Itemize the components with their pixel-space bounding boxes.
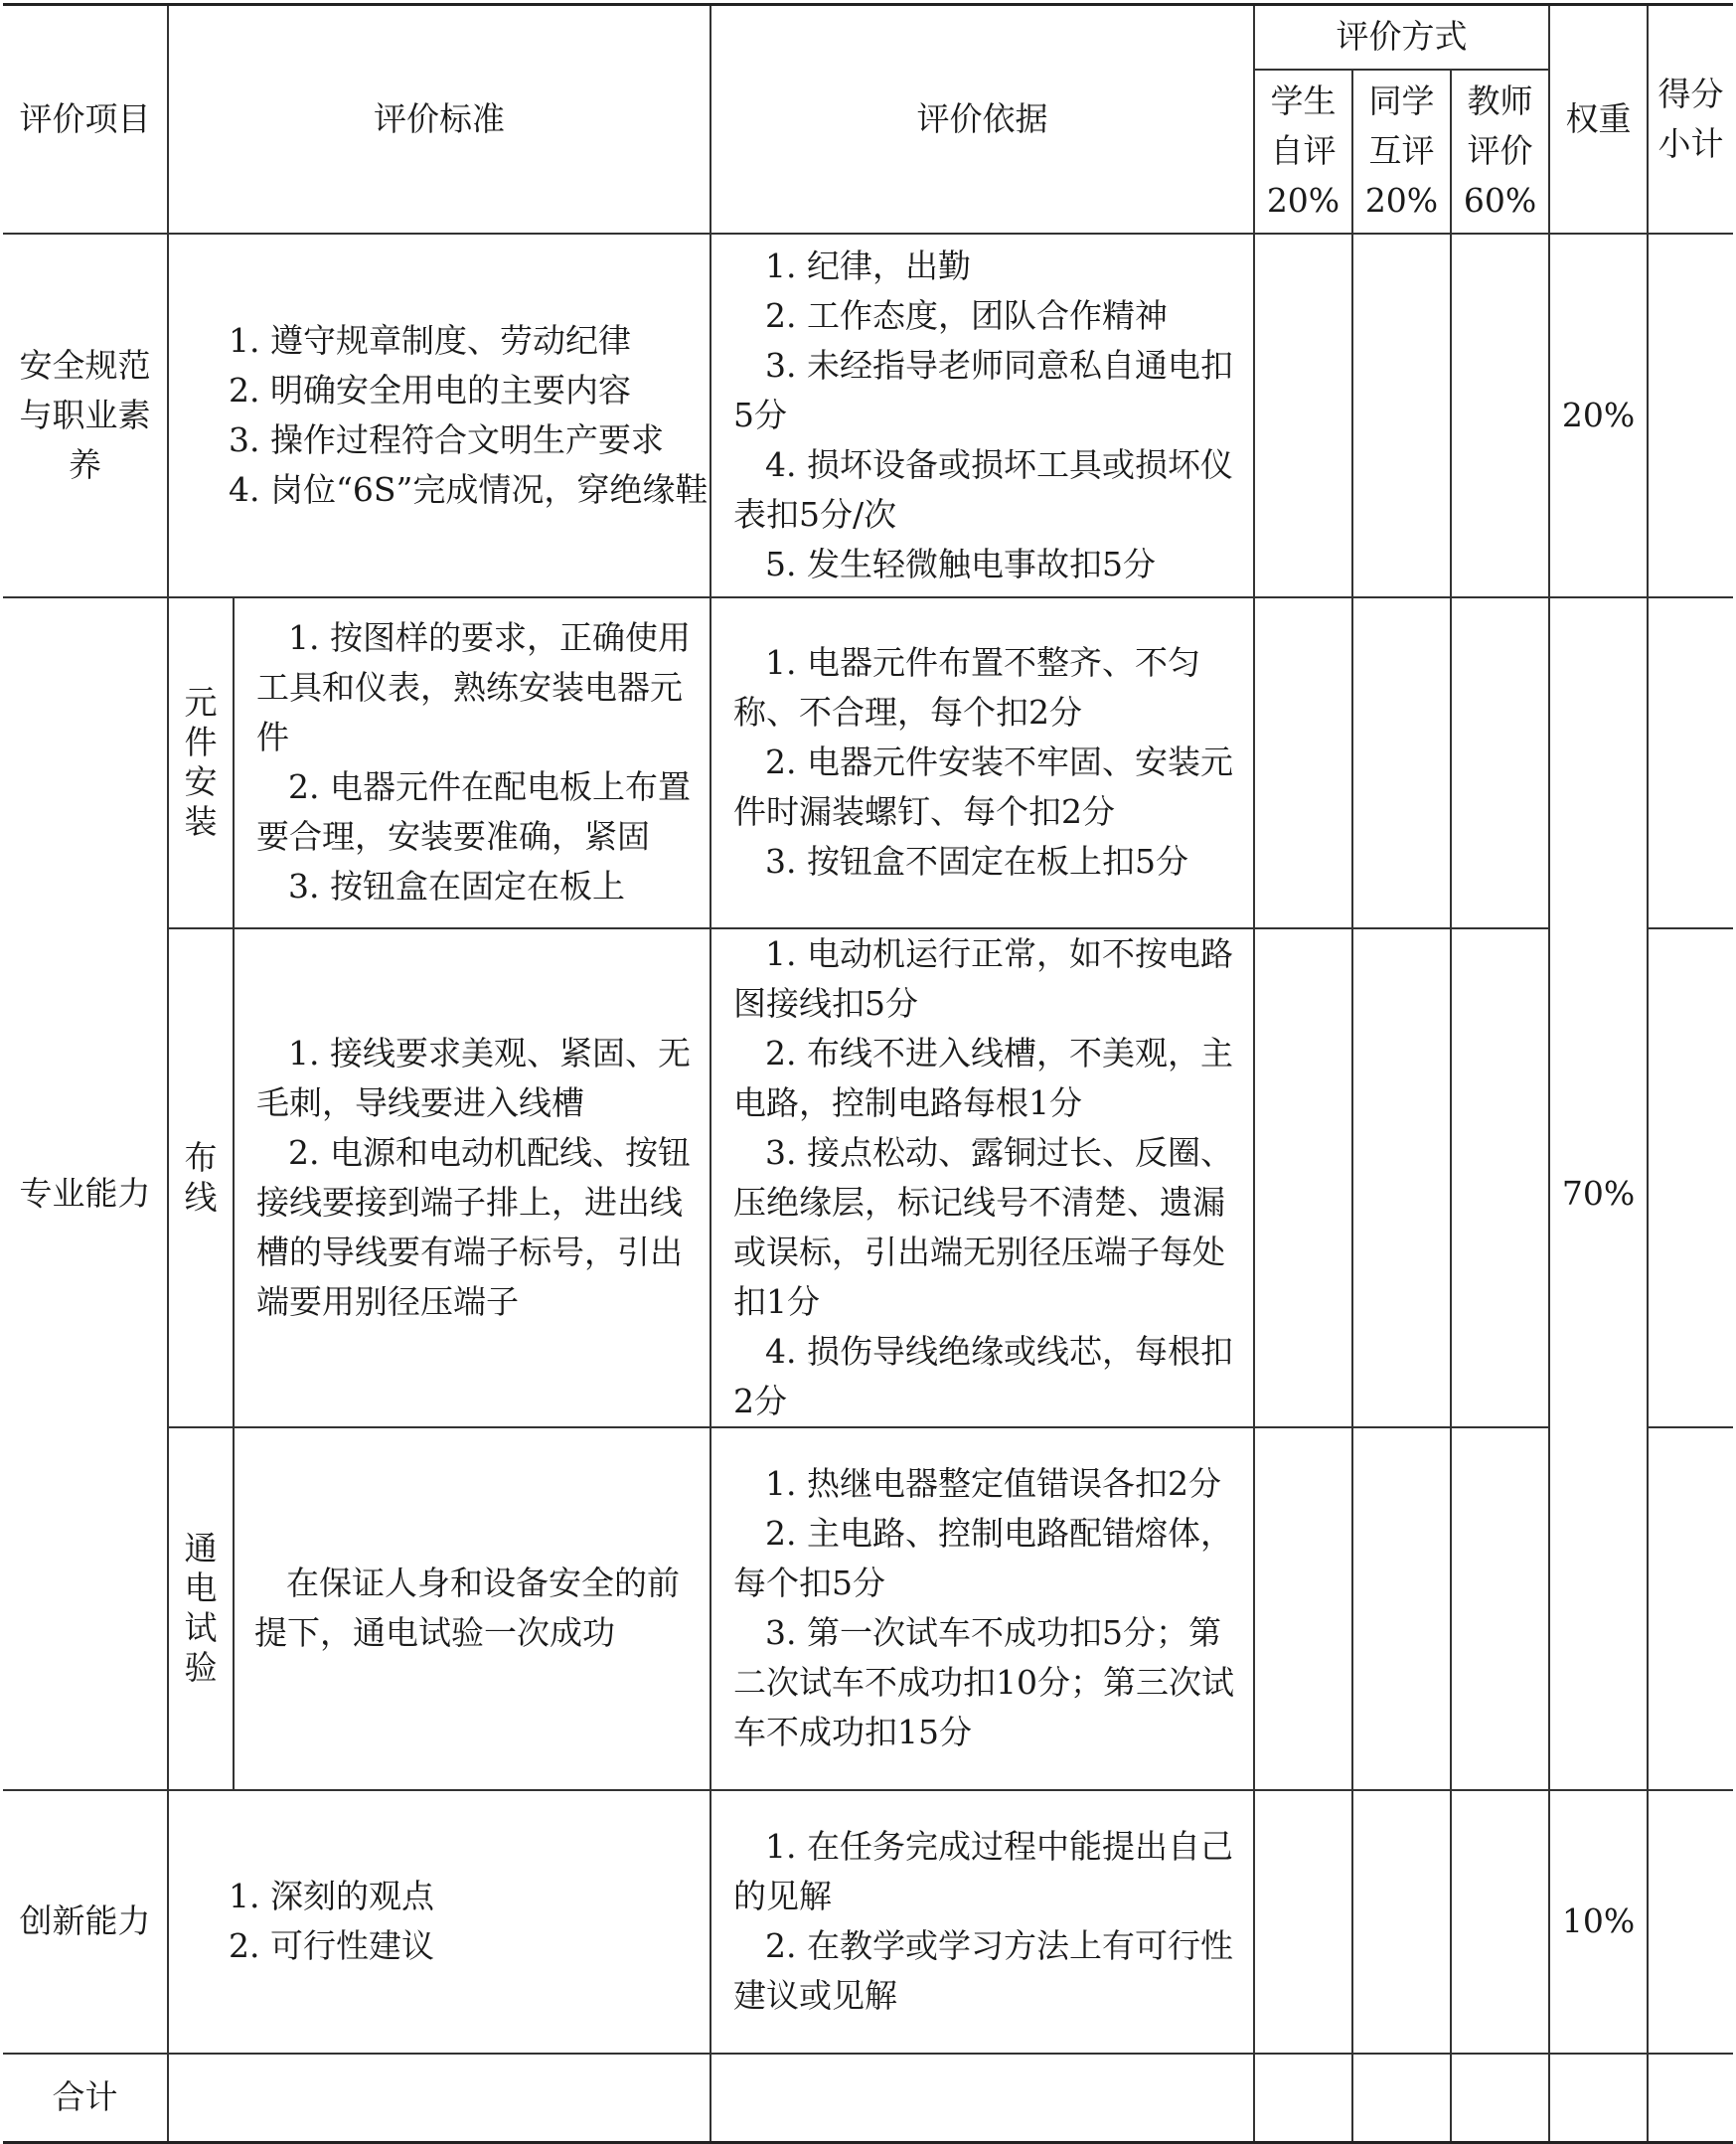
professional-item: 专业能力 [3, 597, 168, 1790]
header-peer [1352, 70, 1451, 234]
header-teacher-line-1: 教师 [1467, 82, 1533, 120]
wiring-self-score[interactable] [1254, 928, 1352, 1427]
header-row-1 [3, 5, 1733, 70]
safety-basis-3: 3. 未经指导老师同意私自通电扣5分 [733, 345, 1233, 434]
safety-basis-list [711, 242, 1253, 589]
safety-item [3, 234, 168, 597]
total-subtotal[interactable] [1648, 2054, 1733, 2143]
safety-standard-3: 3. 操作过程符合文明生产要求 [229, 419, 664, 459]
total-teacher-score[interactable] [1451, 2054, 1549, 2143]
install-basis-2: 2. 电器元件安装不牢固、安装元件时漏装螺钉、每个扣2分 [733, 742, 1233, 831]
wiring-standards [234, 928, 710, 1427]
safety-self-score[interactable] [1254, 234, 1352, 597]
total-basis [710, 2054, 1254, 2143]
wiring-basis-1: 1. 电动机运行正常，如不按电路图接线扣5分 [733, 933, 1233, 1023]
safety-teacher-score[interactable] [1451, 234, 1549, 597]
safety-basis-4: 4. 损坏设备或损坏工具或损坏仪表扣5分/次 [733, 444, 1233, 534]
total-peer-score[interactable] [1352, 2054, 1451, 2143]
safety-subtotal[interactable] [1648, 234, 1733, 597]
install-standard-1: 1. 按图样的要求，正确使用工具和仪表，熟练安装电器元件 [256, 618, 691, 756]
install-standard-2: 2. 电器元件在配电板上布置要合理，安装要准确，紧固 [256, 767, 691, 856]
test-subtotal[interactable] [1648, 1427, 1733, 1790]
install-subtotal[interactable] [1648, 597, 1733, 928]
safety-weight: 20% [1549, 234, 1648, 597]
header-self-line-2: 自评 [1270, 131, 1337, 170]
test-basis [710, 1427, 1254, 1790]
install-teacher-score[interactable] [1451, 597, 1549, 928]
innovation-item: 创新能力 [3, 1790, 168, 2054]
innovation-standard-2: 2. 可行性建议 [229, 1926, 434, 1965]
total-self-score[interactable] [1254, 2054, 1352, 2143]
row-professional-test [3, 1427, 1733, 1790]
header-method: 评价方式 [1254, 5, 1549, 70]
wiring-name [168, 928, 234, 1427]
header-teacher-line-3: 60% [1463, 181, 1537, 220]
install-name [168, 597, 234, 928]
header-standard: 评价标准 [168, 5, 710, 234]
install-basis-list [711, 638, 1253, 887]
install-basis [710, 597, 1254, 928]
test-self-score[interactable] [1254, 1427, 1352, 1790]
header-self [1254, 70, 1352, 234]
wiring-basis-list [711, 929, 1253, 1426]
header-self-line-3: 20% [1266, 181, 1341, 220]
total-standards [168, 2054, 710, 2143]
test-teacher-score[interactable] [1451, 1427, 1549, 1790]
install-name-text: 元件安装 [184, 683, 218, 841]
safety-basis-1: 1. 纪律，出勤 [765, 246, 971, 285]
innovation-self-score[interactable] [1254, 1790, 1352, 2054]
total-item: 合计 [3, 2054, 168, 2143]
install-standards [234, 597, 710, 928]
header-peer-line-3: 20% [1364, 181, 1439, 220]
test-name-text: 通电试验 [184, 1529, 218, 1687]
safety-standards [168, 234, 710, 597]
header-self-line-1: 学生 [1270, 82, 1337, 120]
safety-standard-2: 2. 明确安全用电的主要内容 [229, 370, 631, 410]
row-safety [3, 234, 1733, 597]
header-peer-line-2: 互评 [1368, 131, 1435, 170]
row-professional-wiring [3, 928, 1733, 1427]
professional-weight: 70% [1549, 597, 1648, 1790]
row-professional-install [3, 597, 1733, 928]
row-total [3, 2054, 1733, 2143]
innovation-basis-2: 2. 在教学或学习方法上有可行性建议或见解 [733, 1926, 1233, 2015]
innovation-weight: 10% [1549, 1790, 1648, 2054]
total-weight[interactable] [1549, 2054, 1648, 2143]
header-weight: 权重 [1549, 5, 1648, 234]
innovation-basis-1: 1. 在任务完成过程中能提出自己的见解 [733, 1827, 1233, 1915]
row-innovation [3, 1790, 1733, 2054]
wiring-basis-2: 2. 布线不进入线槽，不美观，主电路，控制电路每根1分 [733, 1033, 1233, 1122]
test-name [168, 1427, 234, 1790]
header-basis: 评价依据 [710, 5, 1254, 234]
innovation-basis [710, 1790, 1254, 2054]
innovation-standard-1: 1. 深刻的观点 [229, 1877, 434, 1915]
install-basis-1: 1. 电器元件布置不整齐、不匀称、不合理，每个扣2分 [733, 643, 1200, 732]
innovation-peer-score[interactable] [1352, 1790, 1451, 2054]
safety-standard-4: 4. 岗位“6S”完成情况，穿绝缘鞋 [229, 469, 709, 509]
test-basis-list [711, 1459, 1253, 1757]
install-basis-3: 3. 按钮盒不固定在板上扣5分 [765, 842, 1188, 881]
header-subtotal [1648, 5, 1733, 234]
safety-basis-2: 2. 工作态度，团队合作精神 [765, 295, 1168, 335]
install-standard-3: 3. 按钮盒在固定在板上 [288, 867, 625, 906]
wiring-teacher-score[interactable] [1451, 928, 1549, 1427]
test-basis-2: 2. 主电路、控制电路配错熔体，每个扣5分 [733, 1514, 1233, 1602]
install-peer-score[interactable] [1352, 597, 1451, 928]
header-subtotal-text: 得分小计 [1657, 74, 1724, 163]
safety-basis [710, 234, 1254, 597]
header-teacher-line-2: 评价 [1467, 131, 1533, 170]
test-standards [234, 1427, 710, 1790]
safety-peer-score[interactable] [1352, 234, 1451, 597]
evaluation-table [3, 3, 1733, 2144]
wiring-basis-4: 4. 损伤导线绝缘或线芯，每根扣2分 [733, 1331, 1233, 1420]
innovation-standards [168, 1790, 710, 2054]
wiring-standard-2: 2. 电源和电动机配线、按钮接线要接到端子排上，进出线槽的导线要有端子标号，引出端要用别径压端子 [256, 1132, 691, 1321]
wiring-name-text: 布线 [184, 1137, 218, 1217]
safety-item-text: 安全规范与职业素养 [19, 345, 151, 484]
wiring-subtotal[interactable] [1648, 928, 1733, 1427]
innovation-basis-list [711, 1822, 1253, 2021]
wiring-basis [710, 928, 1254, 1427]
safety-basis-5: 5. 发生轻微触电事故扣5分 [765, 544, 1156, 583]
test-basis-3: 3. 第一次试车不成功扣5分；第二次试车不成功扣10分；第三次试车不成功扣15分 [733, 1613, 1234, 1751]
test-peer-score[interactable] [1352, 1427, 1451, 1790]
wiring-standards-list [235, 1029, 710, 1327]
wiring-standard-1: 1. 接线要求美观、紧固、无毛刺，导线要进入线槽 [256, 1033, 691, 1122]
header-teacher [1451, 70, 1549, 234]
innovation-subtotal[interactable] [1648, 1790, 1733, 2054]
test-basis-1: 1. 热继电器整定值错误各扣2分 [765, 1464, 1221, 1503]
wiring-peer-score[interactable] [1352, 928, 1451, 1427]
install-standards-list [235, 613, 710, 911]
safety-standards-list [169, 316, 710, 515]
test-standard-1: 在保证人身和设备安全的前提下，通电试验一次成功 [254, 1564, 680, 1652]
innovation-teacher-score[interactable] [1451, 1790, 1549, 2054]
safety-standard-1: 1. 遵守规章制度、劳动纪律 [229, 320, 631, 360]
header-item: 评价项目 [3, 5, 168, 234]
innovation-standards-list [169, 1872, 710, 1971]
header-peer-line-1: 同学 [1368, 82, 1435, 120]
wiring-basis-3: 3. 接点松动、露铜过长、反圈、压绝缘层，标记线号不清楚、遗漏或误标，引出端无别径压端子每处扣1分 [733, 1132, 1233, 1321]
install-self-score[interactable] [1254, 597, 1352, 928]
